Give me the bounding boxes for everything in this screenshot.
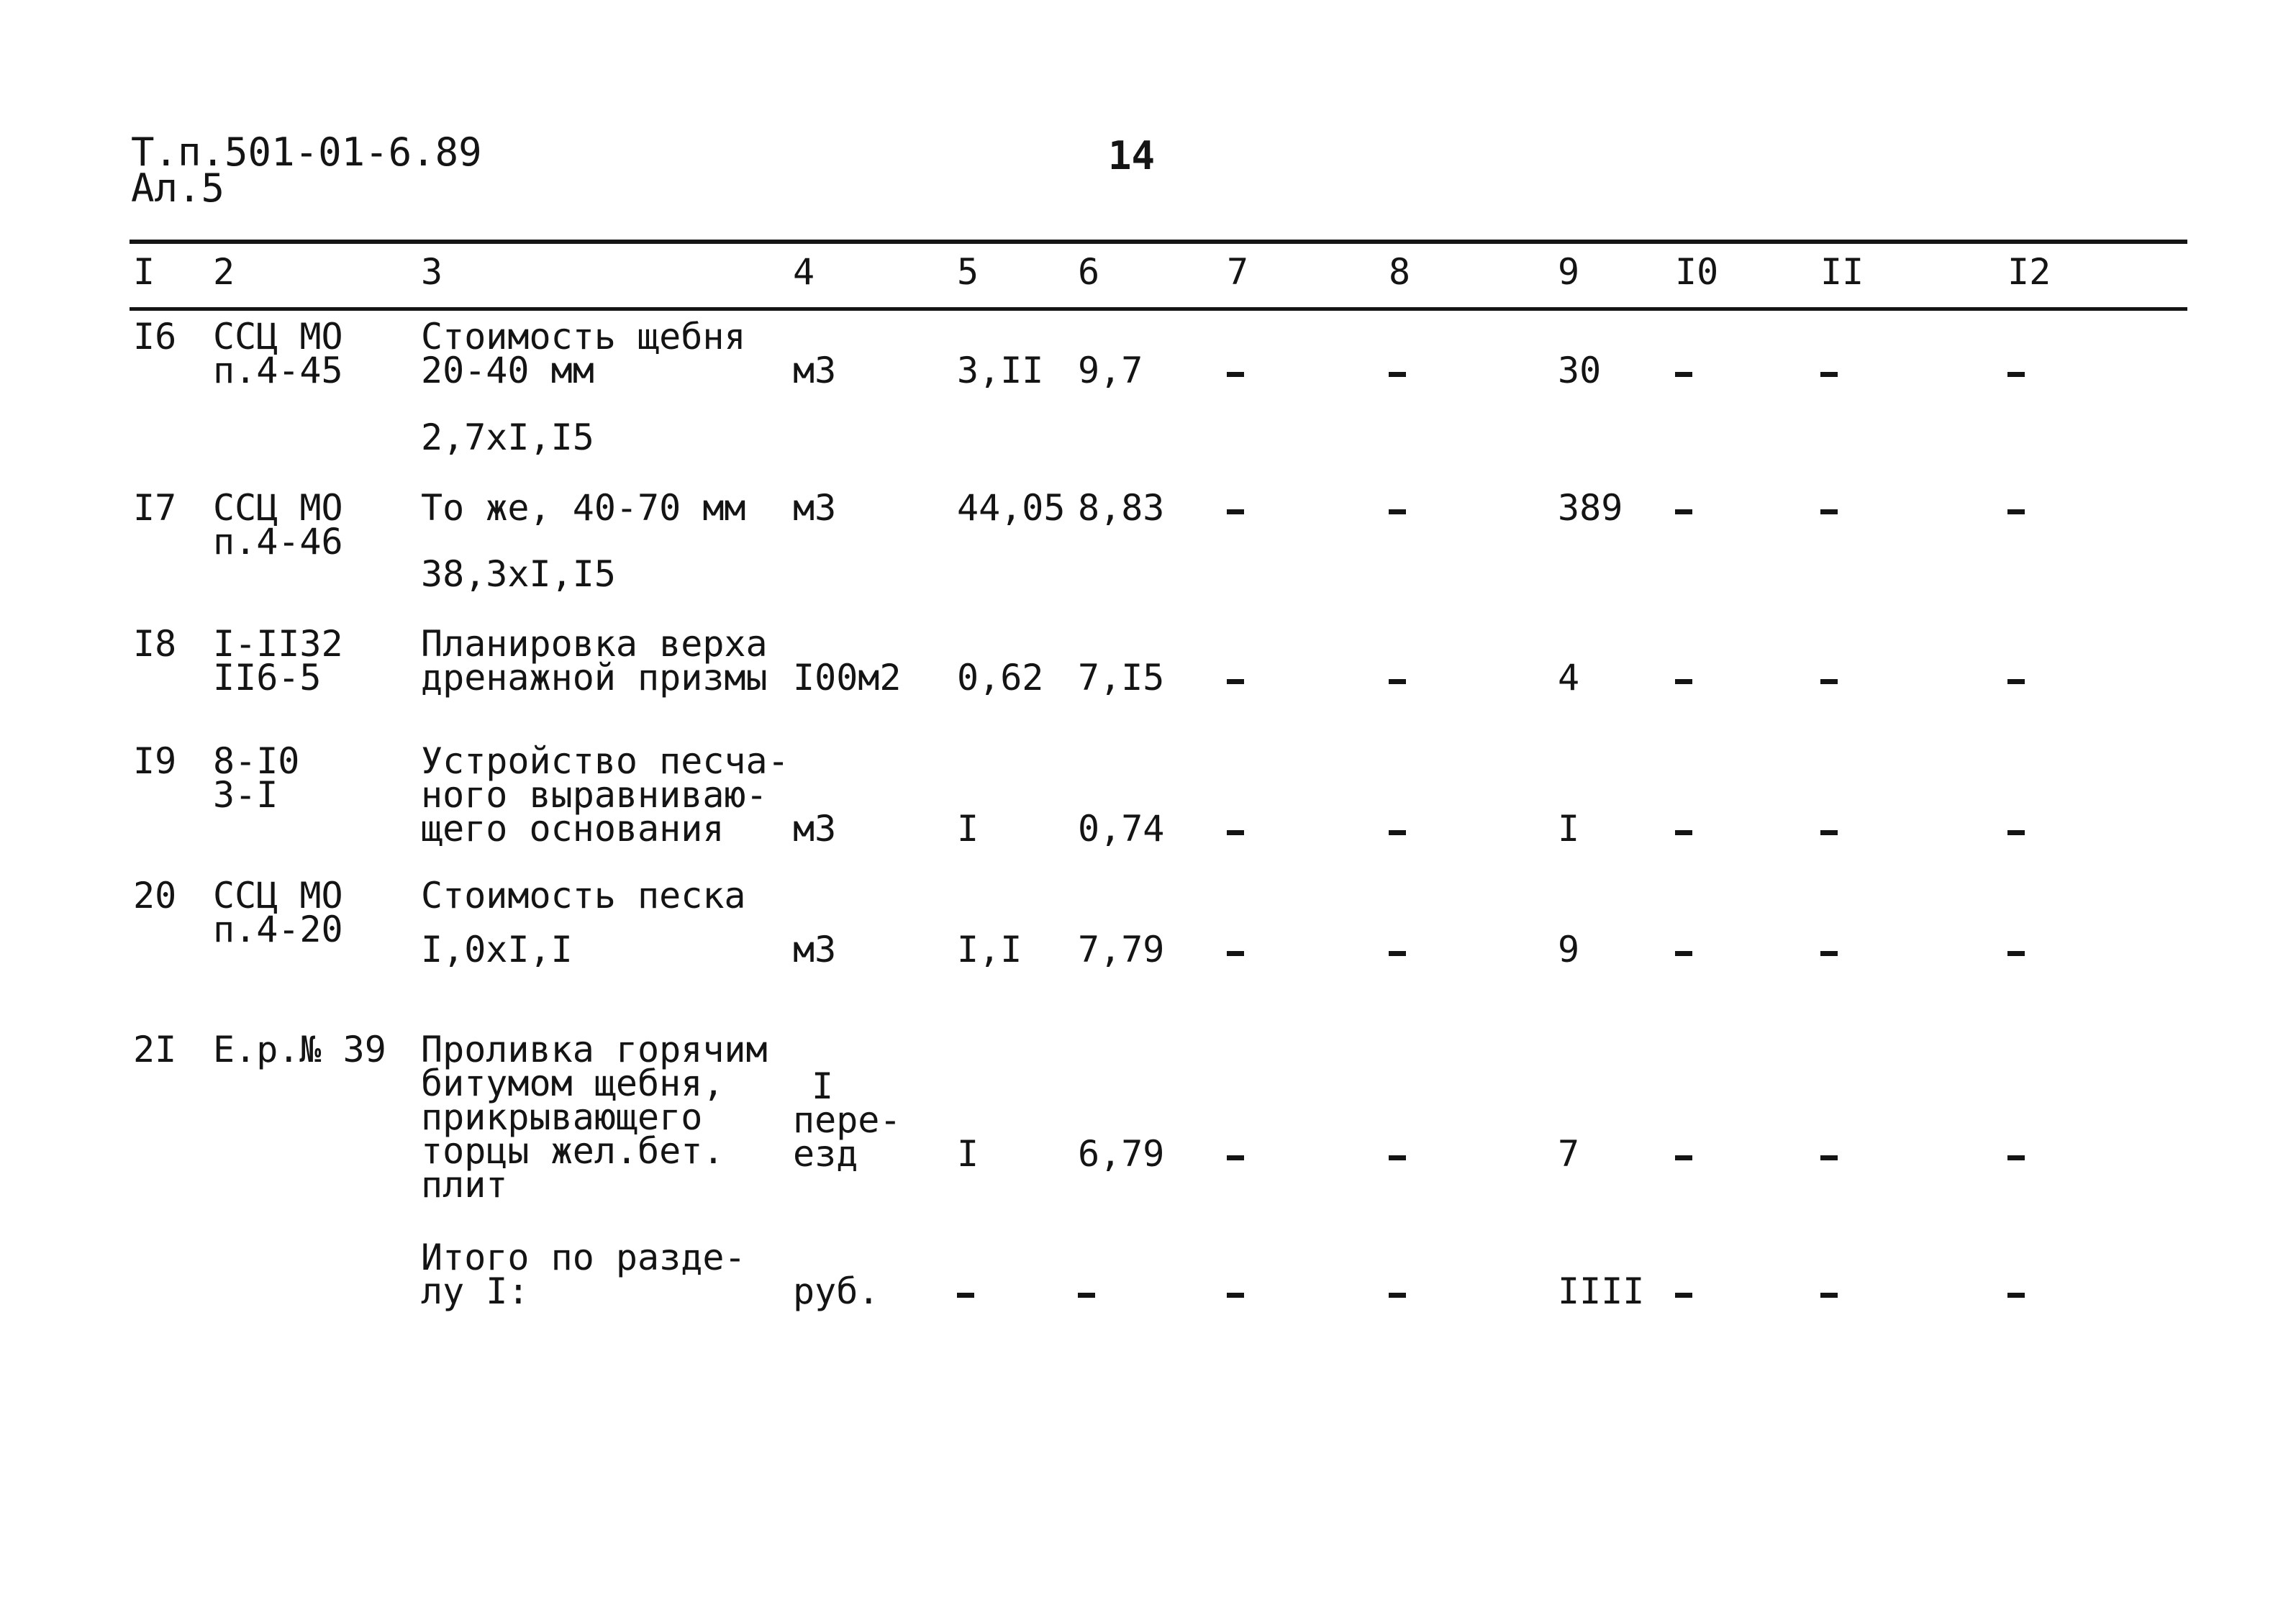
column-header: 4 bbox=[793, 251, 815, 293]
dash-col8 bbox=[1389, 951, 1406, 956]
work-name: щего основания bbox=[421, 808, 725, 850]
unit-price: 9,7 bbox=[1078, 350, 1143, 391]
work-name: Стоимость щебня bbox=[421, 316, 746, 358]
dash-col12 bbox=[2007, 1293, 2025, 1298]
quantity: I,I bbox=[957, 929, 1022, 970]
dash-col7 bbox=[1227, 830, 1244, 835]
work-name: Проливка горячим bbox=[421, 1029, 768, 1070]
work-name: дренажной призмы bbox=[421, 657, 768, 699]
unit-price: 8,83 bbox=[1078, 487, 1165, 529]
dash-col7 bbox=[1227, 1155, 1244, 1160]
table-top-rule bbox=[130, 240, 2187, 244]
dash-col12 bbox=[2007, 679, 2025, 684]
dash-col10 bbox=[1675, 372, 1692, 377]
dash-col11 bbox=[1820, 830, 1838, 835]
dash-col8 bbox=[1389, 1293, 1406, 1298]
dash-col6 bbox=[1078, 1293, 1095, 1298]
sheet-number: Ал.5 bbox=[131, 165, 225, 211]
quantity: 44,05 bbox=[957, 487, 1066, 529]
document-code: Т.п.501-01-6.89 bbox=[131, 129, 482, 175]
quantity: I bbox=[957, 808, 979, 850]
row-number: 20 bbox=[133, 875, 177, 916]
work-name: То же, 40-70 мм bbox=[421, 487, 746, 529]
total-cost: 30 bbox=[1558, 350, 1602, 391]
work-name: торцы жел.бет. bbox=[421, 1130, 725, 1172]
dash-col8 bbox=[1389, 830, 1406, 835]
work-name: битумом щебня, bbox=[421, 1063, 725, 1104]
work-name: прикрывающего bbox=[421, 1096, 703, 1138]
unit-price: 0,74 bbox=[1078, 808, 1165, 850]
basis-code: п.4-46 bbox=[213, 521, 343, 563]
page-number: 14 bbox=[1108, 133, 1156, 178]
column-header: 3 bbox=[421, 251, 443, 293]
quantity: I bbox=[957, 1133, 979, 1175]
total-cost: 9 bbox=[1558, 929, 1580, 970]
unit: м3 bbox=[793, 350, 837, 391]
dash-col7 bbox=[1227, 679, 1244, 684]
dash-col12 bbox=[2007, 509, 2025, 514]
dash-col10 bbox=[1675, 830, 1692, 835]
unit: м3 bbox=[793, 487, 837, 529]
unit: пере- bbox=[793, 1099, 902, 1141]
dash-col8 bbox=[1389, 1155, 1406, 1160]
total-cost: I bbox=[1558, 808, 1580, 850]
quantity: 0,62 bbox=[957, 657, 1044, 699]
total-cost: 4 bbox=[1558, 657, 1580, 699]
basis-code: п.4-20 bbox=[213, 909, 343, 950]
section-total-value: IIII bbox=[1558, 1270, 1645, 1312]
work-name: Планировка верха bbox=[421, 623, 768, 665]
column-header: 7 bbox=[1227, 251, 1249, 293]
dash-col7 bbox=[1227, 372, 1244, 377]
row-number: 2I bbox=[133, 1029, 177, 1070]
dash-col11 bbox=[1820, 679, 1838, 684]
quantity: 3,II bbox=[957, 350, 1044, 391]
work-name: плит bbox=[421, 1164, 508, 1206]
column-header: 8 bbox=[1389, 251, 1411, 293]
basis-code: 8-I0 bbox=[213, 740, 300, 782]
column-header: I0 bbox=[1675, 251, 1719, 293]
work-name: 20-40 мм bbox=[421, 350, 594, 391]
section-total-label: Итого по разде- bbox=[421, 1237, 746, 1278]
column-header: 9 bbox=[1558, 251, 1580, 293]
row-number: I7 bbox=[133, 487, 177, 529]
calculation: 38,3хI,I5 bbox=[421, 553, 616, 595]
dash-col10 bbox=[1675, 509, 1692, 514]
column-header: 5 bbox=[957, 251, 979, 293]
dash-col7 bbox=[1227, 509, 1244, 514]
unit: руб. bbox=[793, 1270, 880, 1312]
basis-code: ССЦ МО bbox=[213, 875, 343, 916]
total-cost: 389 bbox=[1558, 487, 1623, 529]
column-header: II bbox=[1820, 251, 1864, 293]
unit: м3 bbox=[793, 808, 837, 850]
dash-col12 bbox=[2007, 830, 2025, 835]
calculation: I,0хI,I bbox=[421, 929, 573, 970]
column-header: 2 bbox=[213, 251, 235, 293]
dash-col7 bbox=[1227, 1293, 1244, 1298]
basis-code: I-II32 bbox=[213, 623, 343, 665]
work-name: Устройство песча- bbox=[421, 740, 789, 782]
unit-price: 6,79 bbox=[1078, 1133, 1165, 1175]
basis-code: Е.р.№ 39 bbox=[213, 1029, 386, 1070]
dash-col10 bbox=[1675, 1155, 1692, 1160]
dash-col11 bbox=[1820, 1155, 1838, 1160]
dash-col10 bbox=[1675, 1293, 1692, 1298]
unit: I bbox=[812, 1065, 834, 1107]
section-total-label: лу I: bbox=[421, 1270, 530, 1312]
work-name: ного выравниваю- bbox=[421, 774, 768, 816]
dash-col11 bbox=[1820, 372, 1838, 377]
basis-code: ССЦ МО bbox=[213, 316, 343, 358]
row-number: I9 bbox=[133, 740, 177, 782]
dash-col12 bbox=[2007, 951, 2025, 956]
dash-col12 bbox=[2007, 1155, 2025, 1160]
basis-code: II6-5 bbox=[213, 657, 322, 699]
dash-col11 bbox=[1820, 1293, 1838, 1298]
unit-price: 7,79 bbox=[1078, 929, 1165, 970]
dash-col7 bbox=[1227, 951, 1244, 956]
dash-col8 bbox=[1389, 679, 1406, 684]
row-number: I6 bbox=[133, 316, 177, 358]
basis-code: 3-I bbox=[213, 774, 278, 816]
column-header: I2 bbox=[2007, 251, 2051, 293]
work-name: Стоимость песка bbox=[421, 875, 746, 916]
unit: езд bbox=[793, 1133, 858, 1175]
dash-col8 bbox=[1389, 509, 1406, 514]
unit-price: 7,I5 bbox=[1078, 657, 1165, 699]
unit: I00м2 bbox=[793, 657, 902, 699]
dash-col11 bbox=[1820, 509, 1838, 514]
dash-col8 bbox=[1389, 372, 1406, 377]
row-number: I8 bbox=[133, 623, 177, 665]
total-cost: 7 bbox=[1558, 1133, 1580, 1175]
dash-col10 bbox=[1675, 679, 1692, 684]
basis-code: п.4-45 bbox=[213, 350, 343, 391]
dash-col11 bbox=[1820, 951, 1838, 956]
dash-col5 bbox=[957, 1293, 974, 1298]
unit: м3 bbox=[793, 929, 837, 970]
dash-col10 bbox=[1675, 951, 1692, 956]
basis-code: ССЦ МО bbox=[213, 487, 343, 529]
column-header: I bbox=[133, 251, 155, 293]
calculation: 2,7хI,I5 bbox=[421, 417, 594, 458]
dash-col12 bbox=[2007, 372, 2025, 377]
column-header: 6 bbox=[1078, 251, 1100, 293]
table-header-rule bbox=[130, 307, 2187, 311]
